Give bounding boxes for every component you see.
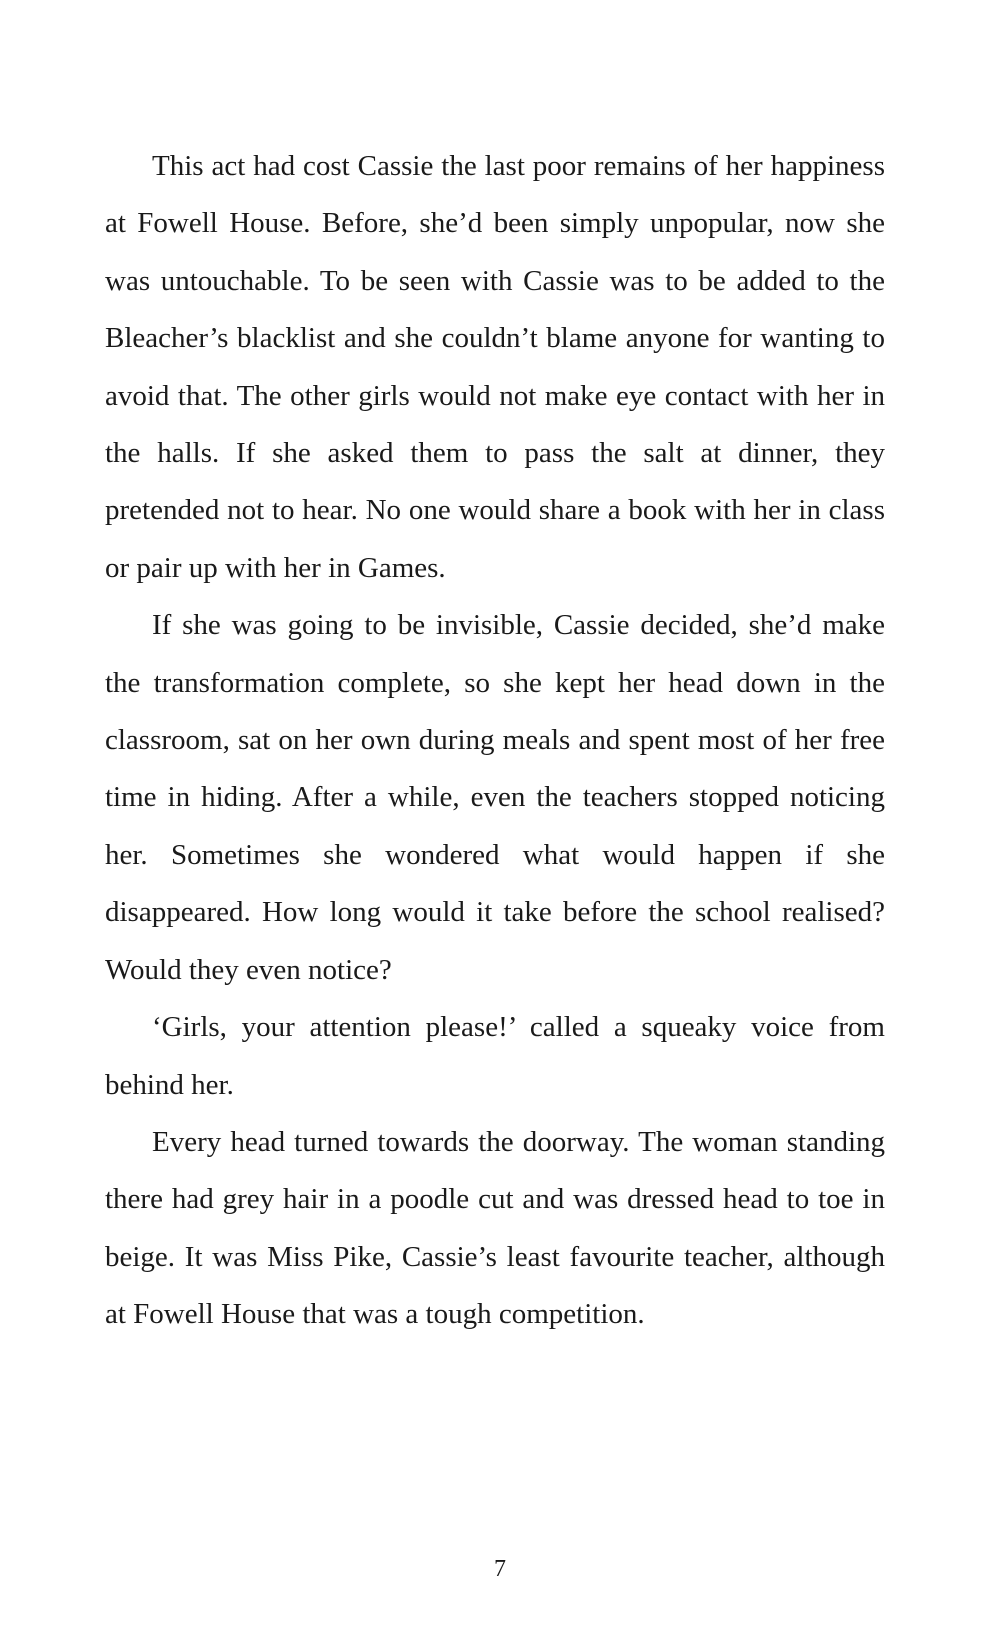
paragraph-2: If she was going to be invisible, Cassie decided, she’d make the transformation complete, so she kept her head down in the classroom, sat on her own during meals and spent most of her free time in hiding. After a while, even the teachers stopped noticing her. Sometimes she wondered what would happen if she disappeared. How long would it take before the school realised? Would they even notice? [105, 609, 885, 986]
page-number: 7 [494, 1556, 506, 1582]
paragraph-1: This act had cost Cassie the last poor remains of her happiness at Fowell House. Before, she’d been simply unpopular, now she was untouchable. To be seen with Cassie was to be added to the Bleacher’s blacklist and she couldn’t blame anyone for wanting to avoid that. The other girls would not make eye contact with her in the halls. If she asked them to pass the salt at dinner, they pretended not to hear. No one would share a book with her in class or pair up with her in Games. [105, 150, 885, 584]
paragraph-4: Every head turned towards the doorway. The woman standing there had grey hair in a poodle cut and was dressed head to toe in beige. It was Miss Pike, Cassie’s least favourite teacher, although at Fowell House that was a tough competition. [105, 1125, 885, 1331]
body-text [105, 138, 885, 1344]
paragraph-3: ‘Girls, your attention please!’ called a squeaky voice from behind her. [105, 1011, 885, 1101]
